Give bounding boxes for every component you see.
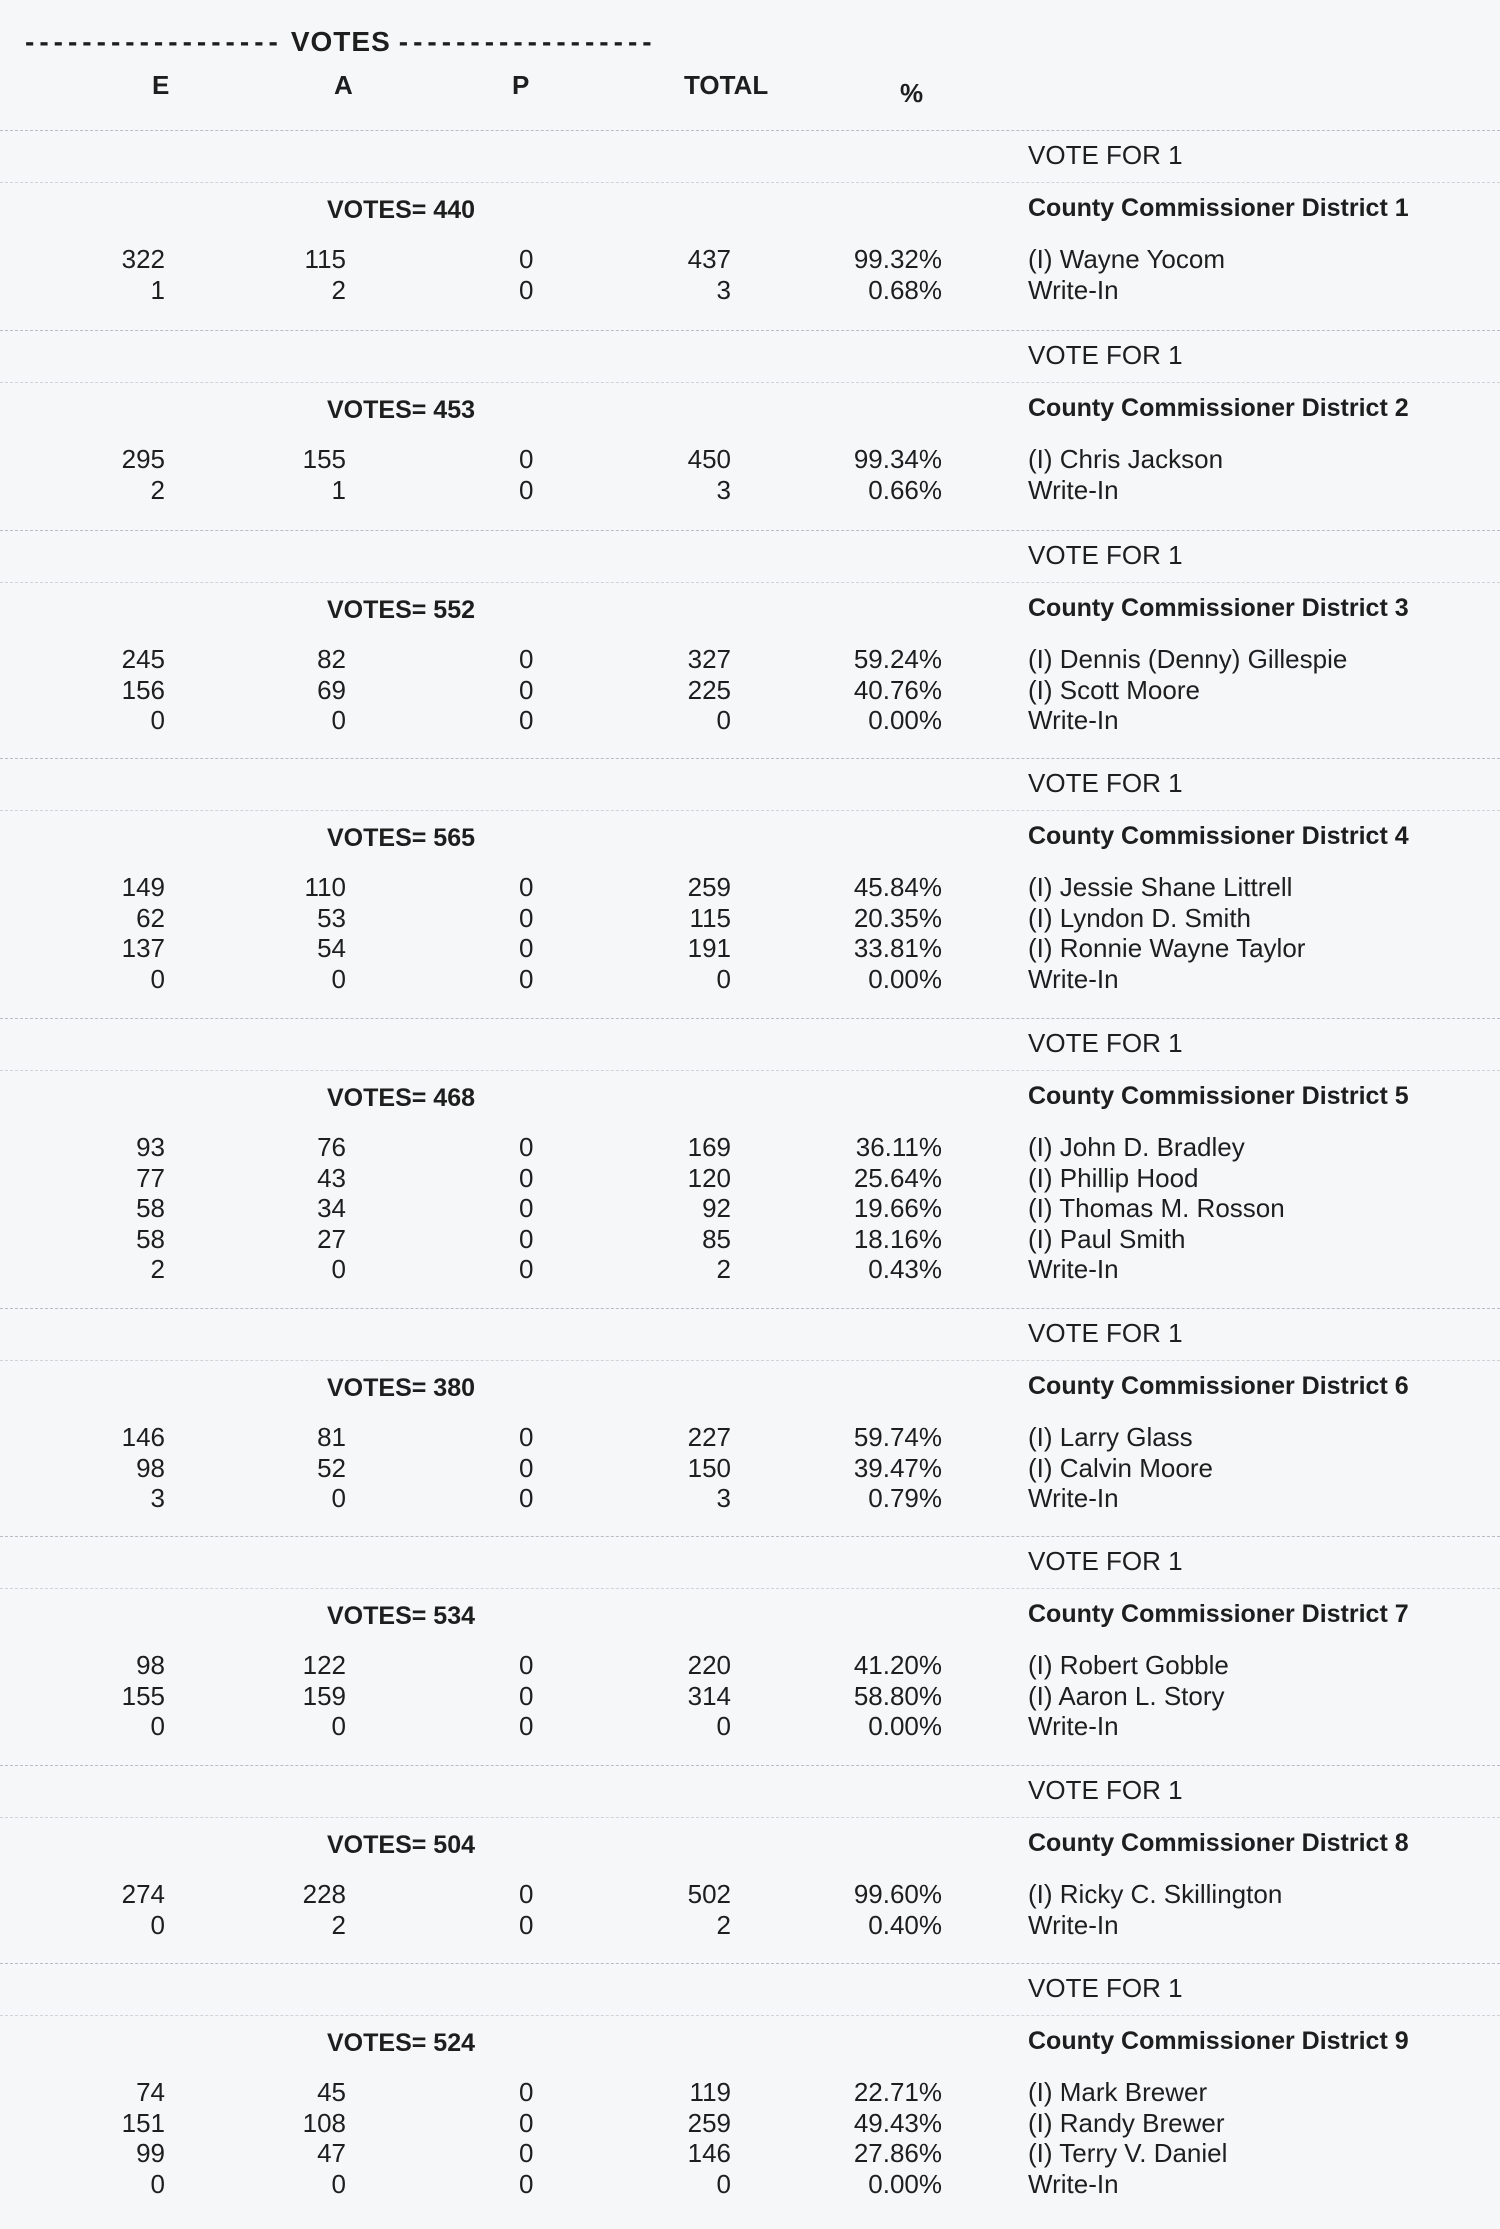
percent-cell: 18.16% — [853, 1223, 942, 1254]
percent-cell: 0.68% — [868, 274, 942, 305]
votes-e-cell: 74 — [136, 2077, 165, 2107]
candidate-name: (I) Mark Brewer — [1028, 2077, 1208, 2107]
candidate-row — [0, 903, 1500, 934]
votes-total-cell: 225 — [687, 674, 731, 705]
candidate-name: (I) Thomas M. Rosson — [1028, 1193, 1285, 1223]
votes-p-cell: 0 — [519, 2138, 534, 2168]
votes-total-cell: 0 — [716, 2168, 731, 2199]
race-separator — [0, 2015, 1500, 2016]
race-title: County Commissioner District 3 — [1028, 594, 1409, 622]
votes-a-cell: 47 — [317, 2138, 346, 2168]
votes-e-cell: 322 — [121, 244, 165, 274]
votes-e-cell: 156 — [121, 674, 165, 705]
candidate-name: (I) Jessie Shane Littrell — [1028, 872, 1293, 902]
percent-cell: 99.32% — [853, 244, 942, 274]
candidate-row — [0, 444, 1500, 475]
race-separator — [0, 130, 1500, 131]
candidate-name: (I) John D. Bradley — [1028, 1132, 1245, 1162]
race-title: County Commissioner District 8 — [1028, 1829, 1409, 1857]
percent-cell: 20.35% — [853, 902, 942, 933]
votes-p-cell: 0 — [519, 963, 534, 994]
candidate-name: Write-In — [1028, 705, 1119, 735]
votes-p-cell: 0 — [519, 674, 534, 705]
race-separator — [0, 182, 1500, 183]
candidate-name: (I) Scott Moore — [1028, 674, 1200, 705]
votes-e-cell: 58 — [136, 1193, 165, 1223]
votes-total-cell: 3 — [716, 474, 731, 505]
column-header — [0, 20, 1500, 110]
votes-a-cell: 27 — [317, 1223, 346, 1254]
candidate-name: (I) Terry V. Daniel — [1028, 2138, 1228, 2168]
votes-a-cell: 2 — [331, 1909, 346, 1940]
percent-cell: 40.76% — [853, 674, 942, 705]
race-separator — [0, 1765, 1500, 1766]
column-p-header: P — [512, 70, 530, 100]
candidate-name: (I) Calvin Moore — [1028, 1452, 1213, 1483]
candidate-row — [0, 244, 1500, 275]
candidate-row — [0, 1254, 1500, 1285]
votes-a-cell: 159 — [302, 1680, 346, 1711]
votes-a-cell: 54 — [317, 933, 346, 963]
race-separator — [0, 1963, 1500, 1964]
votes-e-cell: 58 — [136, 1223, 165, 1254]
votes-total-cell: 450 — [687, 444, 731, 474]
votes-a-cell: 155 — [302, 444, 346, 474]
votes-p-cell: 0 — [519, 1254, 534, 1284]
votes-a-cell: 43 — [317, 1162, 346, 1193]
votes-e-cell: 2 — [150, 474, 165, 505]
votes-a-cell: 115 — [304, 244, 346, 274]
votes-p-cell: 0 — [519, 1422, 534, 1452]
candidate-name: Write-In — [1028, 1254, 1119, 1284]
votes-a-cell: 108 — [302, 2107, 346, 2138]
votes-total-cell: 115 — [689, 902, 731, 933]
race-separator — [0, 382, 1500, 383]
column-total-header: TOTAL — [684, 70, 769, 100]
column-pct-header: % — [900, 78, 924, 108]
candidate-row — [0, 1910, 1500, 1941]
votes-e-cell: 3 — [150, 1483, 165, 1513]
votes-e-cell: 98 — [136, 1650, 165, 1680]
candidate-name: (I) Ricky C. Skillington — [1028, 1879, 1283, 1909]
race-title: County Commissioner District 6 — [1028, 1372, 1409, 1400]
race-votes-total: VOTES= 552 — [327, 596, 475, 624]
race-votes-total: VOTES= 534 — [327, 1602, 475, 1630]
votes-total-cell: 3 — [716, 274, 731, 305]
votes-p-cell: 0 — [519, 933, 534, 963]
votes-e-cell: 146 — [121, 1422, 165, 1452]
votes-a-cell: 2 — [331, 274, 346, 305]
votes-a-cell: 0 — [331, 1254, 346, 1284]
votes-p-cell: 0 — [519, 1223, 534, 1254]
vote-for-label: VOTE FOR 1 — [1028, 1318, 1183, 1348]
race-separator — [0, 530, 1500, 531]
percent-cell: 0.66% — [868, 474, 942, 505]
votes-e-cell: 62 — [136, 902, 165, 933]
votes-p-cell: 0 — [519, 1452, 534, 1483]
votes-e-cell: 0 — [150, 1711, 165, 1741]
race-separator — [0, 1070, 1500, 1071]
percent-cell: 0.79% — [868, 1483, 942, 1513]
candidate-row — [0, 1224, 1500, 1255]
votes-e-cell: 98 — [136, 1452, 165, 1483]
votes-p-cell: 0 — [519, 474, 534, 505]
race-separator — [0, 758, 1500, 759]
candidate-row — [0, 275, 1500, 306]
votes-p-cell: 0 — [519, 644, 534, 674]
race-title: County Commissioner District 1 — [1028, 194, 1409, 222]
race-title: County Commissioner District 5 — [1028, 1082, 1409, 1110]
candidate-name: Write-In — [1028, 1483, 1119, 1513]
vote-for-label: VOTE FOR 1 — [1028, 1973, 1183, 2003]
percent-cell: 0.00% — [868, 705, 942, 735]
votes-a-cell: 53 — [317, 902, 346, 933]
votes-total-cell: 150 — [687, 1452, 731, 1483]
race-title: County Commissioner District 4 — [1028, 822, 1409, 850]
votes-e-cell: 77 — [136, 1162, 165, 1193]
votes-total-cell: 119 — [689, 2077, 731, 2107]
race-votes-total: VOTES= 453 — [327, 396, 475, 424]
race-votes-total: VOTES= 524 — [327, 2029, 475, 2057]
votes-a-cell: 228 — [302, 1879, 346, 1909]
votes-e-cell: 155 — [121, 1680, 165, 1711]
column-e-header: E — [152, 70, 170, 100]
votes-p-cell: 0 — [519, 1879, 534, 1909]
race-votes-total: VOTES= 380 — [327, 1374, 475, 1402]
votes-p-cell: 0 — [519, 1650, 534, 1680]
votes-p-cell: 0 — [519, 1162, 534, 1193]
candidate-name: Write-In — [1028, 2168, 1119, 2199]
votes-e-cell: 245 — [121, 644, 165, 674]
votes-total-cell: 0 — [716, 1711, 731, 1741]
votes-total-cell: 146 — [687, 2138, 731, 2168]
votes-p-cell: 0 — [519, 2077, 534, 2107]
votes-e-cell: 0 — [150, 2168, 165, 2199]
candidate-name: (I) Robert Gobble — [1028, 1650, 1229, 1680]
candidate-name: Write-In — [1028, 474, 1119, 505]
candidate-row — [0, 475, 1500, 506]
votes-a-cell: 81 — [317, 1422, 346, 1452]
race-separator — [0, 1308, 1500, 1309]
candidate-row — [0, 1681, 1500, 1712]
percent-cell: 59.24% — [853, 644, 942, 674]
candidate-row — [0, 933, 1500, 964]
banner-dash-right: ------------------ — [398, 26, 657, 57]
banner-label: VOTES — [290, 26, 391, 57]
race-separator — [0, 330, 1500, 331]
votes-total-cell: 220 — [687, 1650, 731, 1680]
votes-total-cell: 2 — [716, 1254, 731, 1284]
candidate-row — [0, 964, 1500, 995]
votes-total-cell: 502 — [687, 1879, 731, 1909]
percent-cell: 0.00% — [868, 963, 942, 994]
votes-total-cell: 92 — [702, 1193, 731, 1223]
candidate-row — [0, 705, 1500, 736]
race-title: County Commissioner District 9 — [1028, 2027, 1409, 2055]
votes-a-cell: 0 — [331, 2168, 346, 2199]
votes-a-cell: 0 — [331, 705, 346, 735]
votes-a-cell: 110 — [304, 872, 346, 902]
votes-e-cell: 99 — [136, 2138, 165, 2168]
candidate-name: Write-In — [1028, 1909, 1119, 1940]
percent-cell: 36.11% — [855, 1132, 942, 1162]
percent-cell: 19.66% — [853, 1193, 942, 1223]
vote-for-label: VOTE FOR 1 — [1028, 340, 1183, 370]
vote-for-label: VOTE FOR 1 — [1028, 1028, 1183, 1058]
candidate-name: (I) Larry Glass — [1028, 1422, 1193, 1452]
candidate-row — [0, 1711, 1500, 1742]
votes-p-cell: 0 — [519, 274, 534, 305]
votes-e-cell: 0 — [150, 705, 165, 735]
percent-cell: 22.71% — [853, 2077, 942, 2107]
votes-total-cell: 259 — [687, 2107, 731, 2138]
votes-a-cell: 0 — [331, 1711, 346, 1741]
votes-p-cell: 0 — [519, 1909, 534, 1940]
candidate-name: (I) Chris Jackson — [1028, 444, 1224, 474]
votes-e-cell: 149 — [121, 872, 165, 902]
candidate-name: Write-In — [1028, 274, 1119, 305]
votes-p-cell: 0 — [519, 705, 534, 735]
votes-p-cell: 0 — [519, 1132, 534, 1162]
votes-total-cell: 227 — [687, 1422, 731, 1452]
candidate-row — [0, 2108, 1500, 2139]
candidate-row — [0, 1879, 1500, 1910]
votes-p-cell: 0 — [519, 1680, 534, 1711]
votes-a-cell: 0 — [331, 963, 346, 994]
votes-total-cell: 0 — [716, 705, 731, 735]
votes-total-cell: 0 — [716, 963, 731, 994]
vote-for-label: VOTE FOR 1 — [1028, 1775, 1183, 1805]
candidate-name: (I) Dennis (Denny) Gillespie — [1028, 644, 1348, 674]
votes-a-cell: 76 — [317, 1132, 346, 1162]
votes-total-cell: 314 — [687, 1680, 731, 1711]
votes-total-cell: 437 — [687, 244, 731, 274]
candidate-row — [0, 644, 1500, 675]
candidate-name: (I) Paul Smith — [1028, 1223, 1186, 1254]
percent-cell: 99.34% — [853, 444, 942, 474]
votes-e-cell: 2 — [150, 1254, 165, 1284]
votes-a-cell: 122 — [302, 1650, 346, 1680]
candidate-row — [0, 872, 1500, 903]
candidate-name: (I) Wayne Yocom — [1028, 244, 1226, 274]
votes-total-cell: 2 — [716, 1909, 731, 1940]
candidate-row — [0, 2169, 1500, 2200]
votes-p-cell: 0 — [519, 872, 534, 902]
votes-total-cell: 259 — [687, 872, 731, 902]
votes-banner — [25, 26, 657, 58]
percent-cell: 25.64% — [853, 1162, 942, 1193]
candidate-row — [0, 1163, 1500, 1194]
votes-e-cell: 0 — [150, 1909, 165, 1940]
candidate-row — [0, 2077, 1500, 2108]
percent-cell: 27.86% — [853, 2138, 942, 2168]
candidate-row — [0, 1422, 1500, 1453]
race-votes-total: VOTES= 468 — [327, 1084, 475, 1112]
race-separator — [0, 1588, 1500, 1589]
votes-a-cell: 1 — [331, 474, 346, 505]
candidate-row — [0, 2138, 1500, 2169]
votes-p-cell: 0 — [519, 1711, 534, 1741]
votes-a-cell: 52 — [317, 1452, 346, 1483]
votes-p-cell: 0 — [519, 2168, 534, 2199]
votes-total-cell: 191 — [687, 933, 731, 963]
candidate-name: (I) Phillip Hood — [1028, 1162, 1199, 1193]
candidate-row — [0, 1132, 1500, 1163]
candidate-row — [0, 1193, 1500, 1224]
votes-e-cell: 295 — [121, 444, 165, 474]
vote-for-label: VOTE FOR 1 — [1028, 540, 1183, 570]
percent-cell: 33.81% — [853, 933, 942, 963]
race-separator — [0, 810, 1500, 811]
votes-a-cell: 69 — [317, 674, 346, 705]
percent-cell: 49.43% — [853, 2107, 942, 2138]
race-votes-total: VOTES= 504 — [327, 1831, 475, 1859]
race-separator — [0, 1817, 1500, 1818]
percent-cell: 45.84% — [853, 872, 942, 902]
percent-cell: 99.60% — [853, 1879, 942, 1909]
votes-p-cell: 0 — [519, 902, 534, 933]
race-separator — [0, 1536, 1500, 1537]
votes-p-cell: 0 — [519, 244, 534, 274]
candidate-name: Write-In — [1028, 963, 1119, 994]
candidate-row — [0, 1453, 1500, 1484]
candidate-name: (I) Lyndon D. Smith — [1028, 902, 1252, 933]
votes-e-cell: 0 — [150, 963, 165, 994]
votes-total-cell: 3 — [716, 1483, 731, 1513]
votes-e-cell: 151 — [121, 2107, 165, 2138]
race-separator — [0, 582, 1500, 583]
percent-cell: 41.20% — [853, 1650, 942, 1680]
percent-cell: 0.43% — [868, 1254, 942, 1284]
vote-for-label: VOTE FOR 1 — [1028, 1546, 1183, 1576]
votes-p-cell: 0 — [519, 444, 534, 474]
percent-cell: 58.80% — [853, 1680, 942, 1711]
race-votes-total: VOTES= 440 — [327, 196, 475, 224]
vote-for-label: VOTE FOR 1 — [1028, 140, 1183, 170]
votes-total-cell: 120 — [687, 1162, 731, 1193]
race-title: County Commissioner District 7 — [1028, 1600, 1409, 1628]
vote-for-label: VOTE FOR 1 — [1028, 768, 1183, 798]
votes-a-cell: 0 — [331, 1483, 346, 1513]
percent-cell: 0.00% — [868, 1711, 942, 1741]
votes-a-cell: 82 — [317, 644, 346, 674]
candidate-row — [0, 1650, 1500, 1681]
banner-dash-left: ------------------ — [25, 26, 283, 57]
votes-e-cell: 93 — [136, 1132, 165, 1162]
votes-e-cell: 1 — [150, 274, 165, 305]
candidate-row — [0, 1483, 1500, 1514]
votes-a-cell: 45 — [317, 2077, 346, 2107]
percent-cell: 59.74% — [853, 1422, 942, 1452]
candidate-name: (I) Ronnie Wayne Taylor — [1028, 933, 1306, 963]
race-votes-total: VOTES= 565 — [327, 824, 475, 852]
votes-total-cell: 169 — [687, 1132, 731, 1162]
votes-p-cell: 0 — [519, 1483, 534, 1513]
percent-cell: 0.00% — [868, 2168, 942, 2199]
votes-e-cell: 137 — [121, 933, 165, 963]
votes-a-cell: 34 — [317, 1193, 346, 1223]
race-separator — [0, 1360, 1500, 1361]
votes-total-cell: 327 — [687, 644, 731, 674]
votes-p-cell: 0 — [519, 1193, 534, 1223]
candidate-name: Write-In — [1028, 1711, 1119, 1741]
column-a-header: A — [334, 70, 353, 100]
race-title: County Commissioner District 2 — [1028, 394, 1409, 422]
votes-p-cell: 0 — [519, 2107, 534, 2138]
candidate-name: (I) Aaron L. Story — [1028, 1680, 1225, 1711]
candidate-row — [0, 675, 1500, 706]
votes-e-cell: 274 — [121, 1879, 165, 1909]
race-separator — [0, 1018, 1500, 1019]
candidate-name: (I) Randy Brewer — [1028, 2107, 1225, 2138]
votes-total-cell: 85 — [702, 1223, 731, 1254]
percent-cell: 39.47% — [853, 1452, 942, 1483]
percent-cell: 0.40% — [868, 1909, 942, 1940]
